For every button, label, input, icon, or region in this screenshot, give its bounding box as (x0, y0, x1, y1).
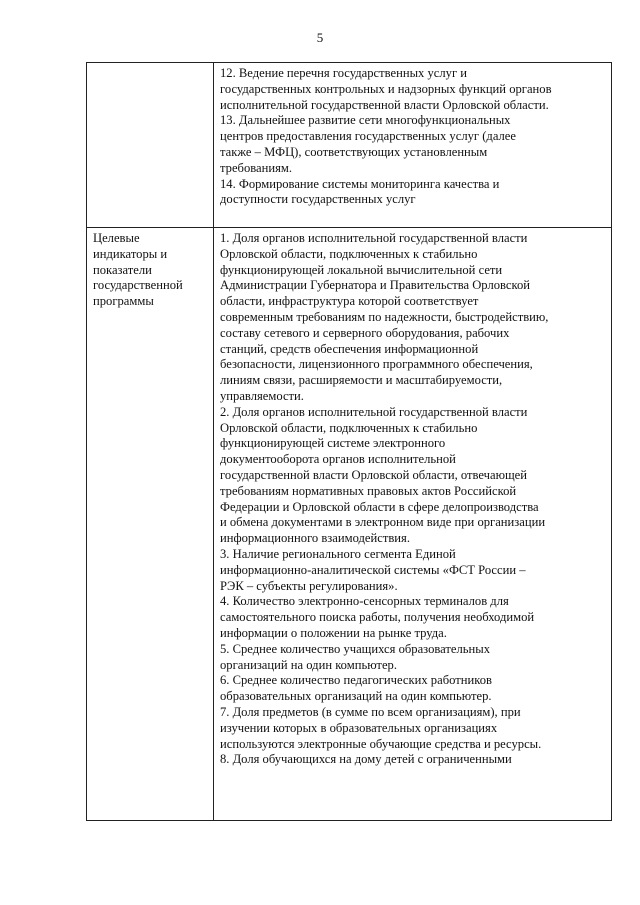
list-item: 5. Среднее количество учащихся образовательных организаций на один компьютер. (220, 641, 491, 672)
list-item: 6. Среднее количество педагогических работников образовательных организаций на один компьютер. (220, 673, 492, 704)
row-content-cell (214, 228, 612, 821)
row-label-cell (87, 228, 214, 821)
list-item: 13. Дальнейшее развитие сети многофункциональных центров предоставления государственных услуг (далее также – МФЦ), соответствующих установленным требованиям. (220, 113, 516, 175)
list-item: 4. Количество электронно-сенсорных терминалов для самостоятельного поиска работы, получения необходимой информации о положении на рынке труда. (220, 594, 535, 640)
table-row (87, 228, 612, 821)
list-item: 1. Доля органов исполнительной государственной власти Орловской области, подключенных к стабильно функционирующей локальной вычислительной сети Администрации Губернатора и Правительства Орловской области, инфраструктура которой соответствует современным требованиям по надежности, быстродействию, составу сетевого и серверного оборудования, рабочих станций, средств обеспечения информационной безопасности, лицензионного программного обеспечения, линиям связи, расширяемости и масштабируемости, управляемости. (220, 231, 549, 403)
list-item: 12. Ведение перечня государственных услуг и государственных контрольных и надзорных функций органов исполнительной государственной власти Орловской области. (220, 66, 552, 112)
row-label: Целевые индикаторы и показатели государственной программы (93, 231, 183, 309)
table-row (87, 63, 612, 228)
list-item: 2. Доля органов исполнительной государственной власти Орловской области, подключенных к стабильно функционирующей системе электронного документооборота органов исполнительной государственной власти Орловской области, отвечающей требованиям нормативных правовых актов Российской Федерации и Орловской области в сфере делопроизводства и обмена документами в электронном виде при организации информационного взаимодействия. (220, 404, 546, 546)
list-item: 3. Наличие регионального сегмента Единой информационно-аналитической системы «ФСТ России – РЭК – субъекты регулирования». (220, 546, 526, 593)
list-item: 8. Доля обучающихся на дому детей с ограниченными (220, 752, 512, 767)
page-number: 5 (316, 30, 324, 45)
row-label-cell (87, 63, 214, 228)
list-item: 14. Формирование системы мониторинга качества и доступности государственных услуг (220, 176, 500, 207)
list-item: 7. Доля предметов (в сумме по всем организациям), при изучении которых в образовательных организациях используются электронные обучающие средства и ресурсы. (220, 704, 542, 751)
program-passport-table (86, 62, 612, 821)
row-content-cell (214, 63, 612, 228)
